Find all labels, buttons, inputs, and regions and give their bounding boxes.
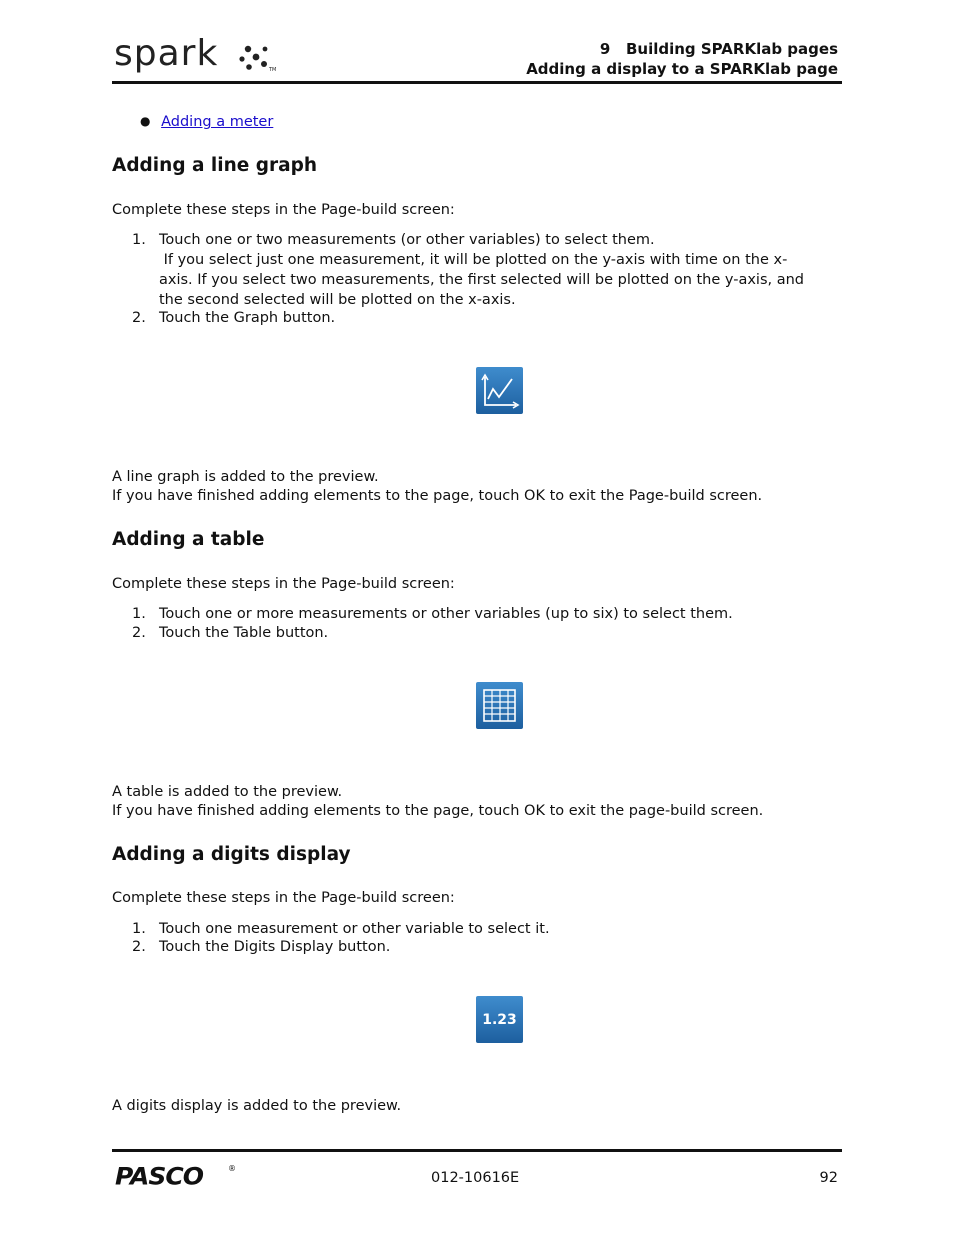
- digits-result-1: A digits display is added to the preview.: [112, 1098, 402, 1114]
- footer-rule: [112, 1149, 842, 1152]
- line-graph-step-1: 1. Touch one or two measurements (or other variables) to select them.: [132, 232, 655, 248]
- bullet-item: [140, 112, 273, 132]
- digits-intro: Complete these steps in the Page-build screen:: [112, 890, 455, 906]
- line-graph-result-2: If you have finished adding elements to the page, touch OK to exit the Page-build screen.: [112, 488, 763, 504]
- registered-mark: ®: [228, 1164, 236, 1173]
- document-number: 012-10616E: [431, 1170, 520, 1186]
- spark-logo: spark: [114, 33, 219, 74]
- page-number: 92: [819, 1170, 838, 1186]
- line-graph-step-2: 2. Touch the Graph button.: [132, 310, 336, 326]
- line-graph-result-1: A line graph is added to the preview.: [112, 469, 379, 485]
- section-title: Adding a display to a SPARKlab page: [526, 60, 838, 78]
- line-graph-heading: Adding a line graph: [112, 155, 318, 176]
- running-header: [526, 39, 838, 79]
- table-result-2: If you have finished adding elements to the page, touch OK to exit the page-build screen.: [112, 803, 764, 819]
- digits-step-2: 2. Touch the Digits Display button.: [132, 939, 391, 955]
- table-result-1: A table is added to the preview.: [112, 784, 343, 800]
- digits-display-button-icon: [476, 996, 523, 1043]
- pasco-logo: PASCO ®: [115, 1162, 236, 1191]
- chapter-title: 9 Building SPARKlab pages: [599, 40, 838, 58]
- header-rule: [112, 81, 842, 84]
- table-step-2: 2. Touch the Table button.: [132, 625, 329, 641]
- svg-text:TM: TM: [269, 67, 277, 73]
- table-button-icon: [476, 682, 523, 729]
- table-heading: Adding a table: [112, 529, 265, 550]
- table-intro: Complete these steps in the Page-build screen:: [112, 576, 455, 592]
- adding-a-meter-link[interactable]: Adding a meter: [161, 114, 274, 130]
- bullet-dot: ●: [140, 114, 151, 128]
- line-graph-intro: Complete these steps in the Page-build screen:: [112, 202, 455, 218]
- digits-step-1: 1. Touch one measurement or other variable to select it.: [132, 921, 550, 937]
- digits-icon-label: 1.23: [482, 1011, 517, 1028]
- digits-heading: Adding a digits display: [112, 844, 351, 865]
- graph-button-icon: [476, 367, 523, 414]
- spark-logo-dots-icon: [238, 43, 278, 75]
- table-step-1: 1. Touch one or more measurements or other variables (up to six) to select them.: [132, 606, 733, 622]
